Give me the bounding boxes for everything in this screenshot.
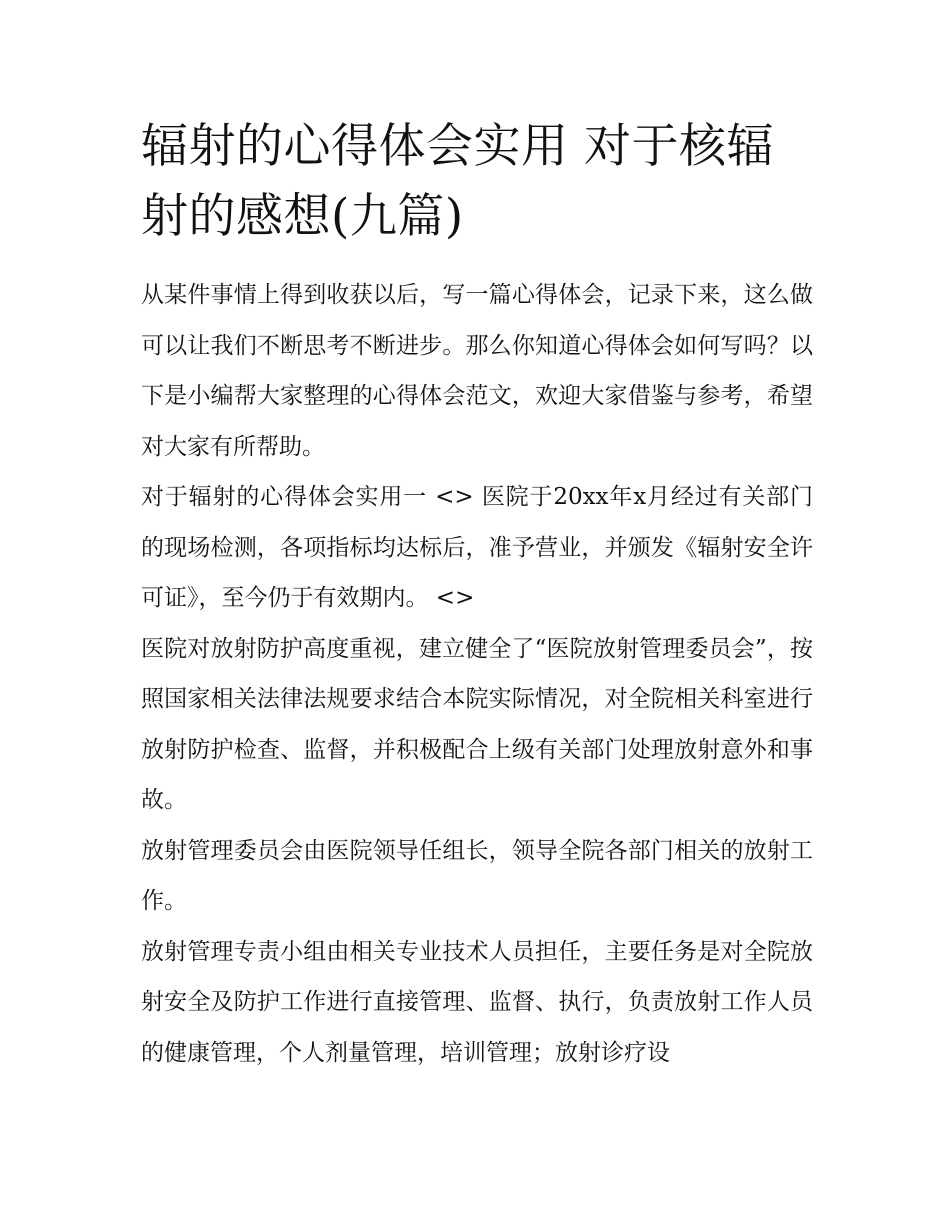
paragraph-3: 放射管理委员会由医院领导任组长，领导全院各部门相关的放射工作。 bbox=[141, 837, 813, 914]
document-page bbox=[141, 112, 813, 1078]
document-title: 辐射的心得体会实用 对于核辐射的感想(九篇) bbox=[141, 119, 774, 244]
paragraph-1: 对于辐射的心得体会实用一 <> 医院于20xx年x月经过有关部门的现场检测，各项指标均达标后，准予营业，并颁发《辐射安全许可证》，至今仍于有效期内。 <> bbox=[141, 484, 813, 611]
paragraph-4: 放射管理专责小组由相关专业技术人员担任，主要任务是对全院放射安全及防护工作进行直接管理、监督、执行，负责放射工作人员的健康管理，个人剂量管理，培训管理；放射诊疗设 bbox=[141, 938, 813, 1066]
paragraph-2: 医院对放射防护高度重视，建立健全了“医院放射管理委员会”，按照国家相关法律法规要求结合本院实际情况，对全院相关科室进行放射防护检查、监督，并积极配合上级有关部门处理放射意外和事故。 bbox=[141, 635, 813, 813]
paragraph-intro: 从某件事情上得到收获以后，写一篇心得体会，记录下来，这么做可以让我们不断思考不断进步。那么你知道心得体会如何写吗？以下是小编帮大家整理的心得体会范文，欢迎大家借鉴与参考，希望对大家有所帮助。 bbox=[141, 282, 813, 460]
